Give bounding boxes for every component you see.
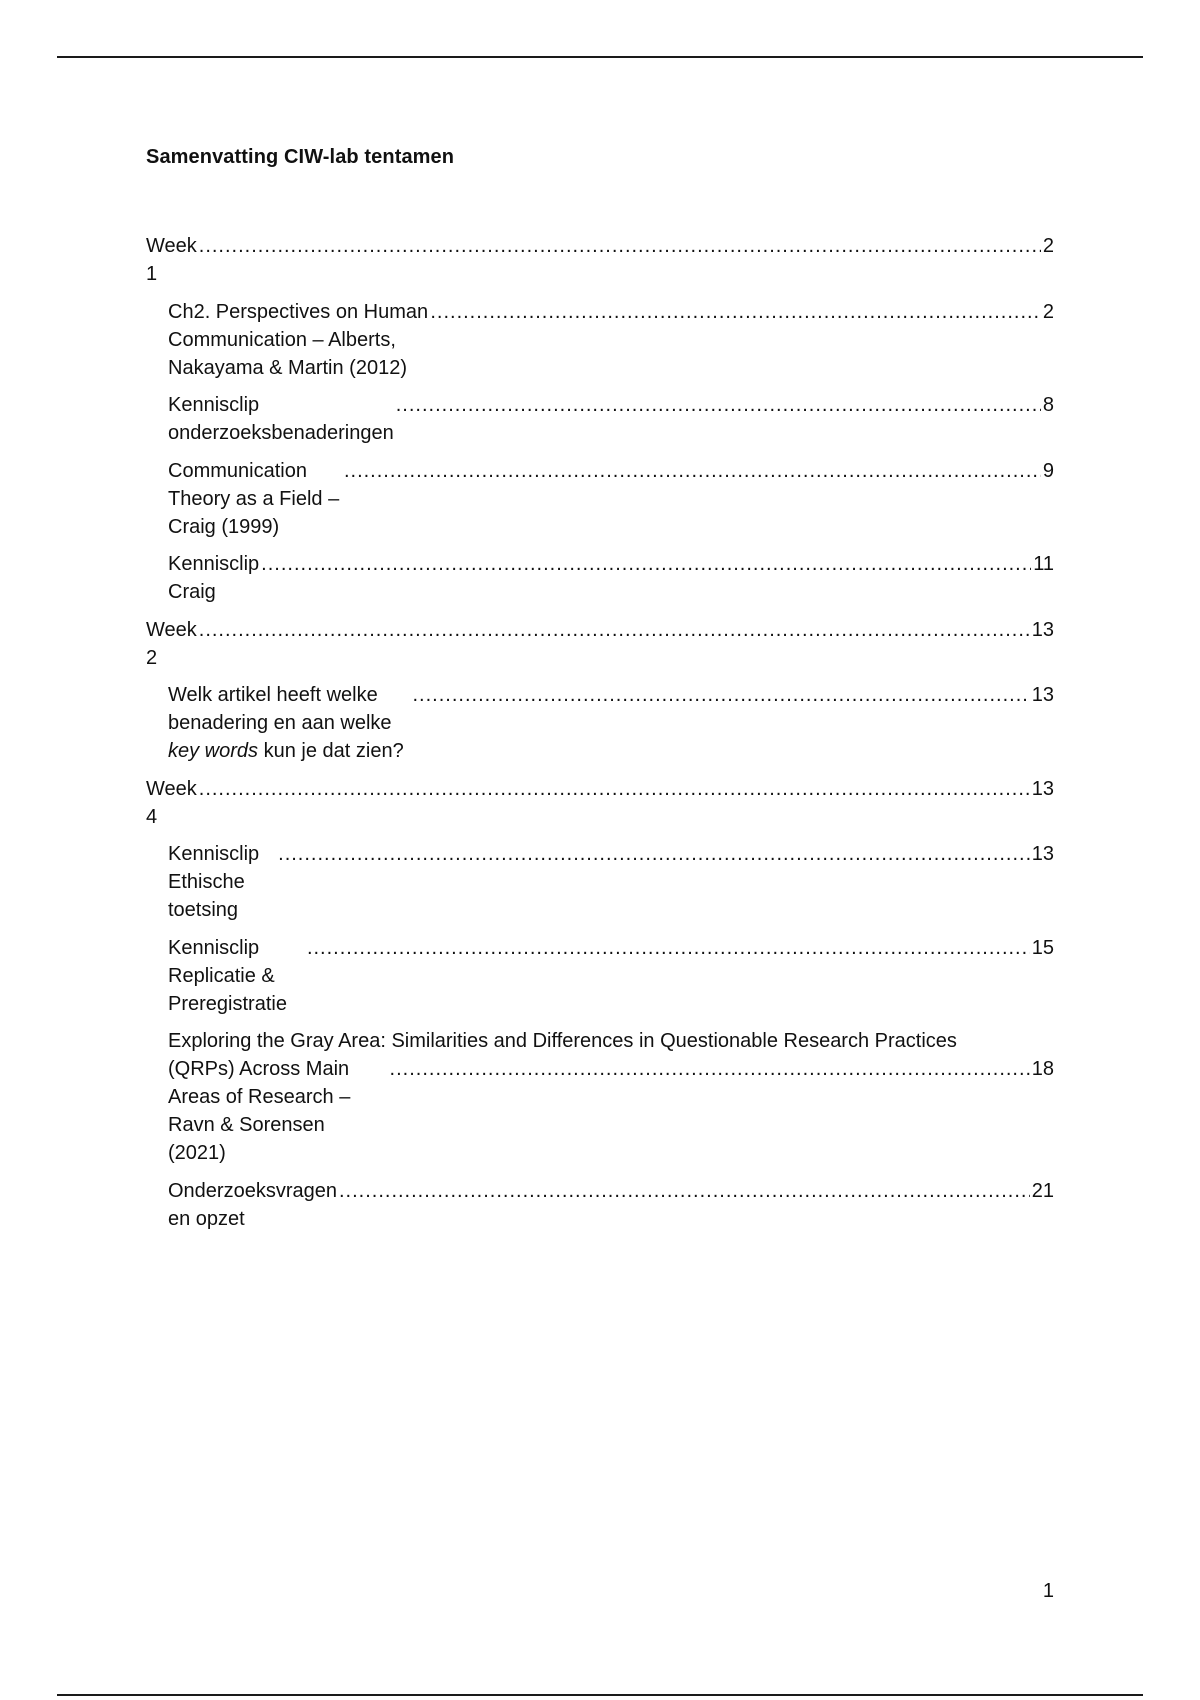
toc-leader-dots <box>307 934 1030 962</box>
toc-entry-page: 9 <box>1042 459 1054 482</box>
toc-entry-page: 13 <box>1031 843 1054 865</box>
toc-leader-dots <box>199 616 1030 644</box>
toc-entry-text-line-1: Exploring the Gray Area: Similarities and Differences in Questionable Research Practices <box>168 1030 957 1052</box>
toc-entry-text: Kennisclip onderzoeksbenaderingen <box>168 394 394 444</box>
toc-entry-week-2[interactable] <box>146 616 1054 672</box>
toc-entry-text-italic: key words <box>168 740 259 762</box>
toc-entry-alberts[interactable] <box>146 298 1054 382</box>
toc-leader-dots <box>261 550 1031 578</box>
toc-entry-text: Kennisclip Ethische toetsing <box>168 843 260 921</box>
toc-entry-kennisclip-onderzoeksbenaderingen[interactable] <box>146 391 1054 447</box>
toc-entry-text: Onderzoeksvragen en opzet <box>168 1179 337 1230</box>
toc-entry-text-line-2: (QRPs) Across Main Areas of Research – Ravn & Sorensen (2021) <box>168 1058 351 1164</box>
toc-entry-text: Communication Theory as a Field – Craig (1999) <box>168 459 340 538</box>
toc-entry-craig-1999[interactable] <box>146 457 1054 541</box>
toc-leader-dots <box>344 457 1041 485</box>
toc-entry-welk-artikel[interactable] <box>146 681 1054 765</box>
toc-entry-text: Kennisclip Replicatie & Preregistratie <box>168 936 287 1015</box>
toc-entry-text: Ch2. Perspectives on Human Communication – Alberts, Nakayama & Martin (2012) <box>168 300 429 379</box>
footer-rule <box>57 1694 1143 1696</box>
toc-entry-onderzoeksvragen[interactable] <box>146 1177 1054 1233</box>
header-rule <box>57 56 1143 58</box>
toc-entry-page: 11 <box>1033 553 1054 575</box>
toc-entry-kennisclip-craig[interactable] <box>146 550 1054 606</box>
toc-leader-dots <box>413 681 1030 709</box>
toc-leader-dots <box>199 232 1041 260</box>
toc-entry-page: 15 <box>1031 936 1054 959</box>
toc-entry-text: Week 2 <box>146 618 197 669</box>
table-of-contents <box>146 232 1054 1242</box>
toc-entry-week-4[interactable] <box>146 775 1054 831</box>
toc-leader-dots <box>390 1055 1030 1083</box>
document-title: Samenvatting CIW-lab tentamen <box>146 146 455 168</box>
toc-leader-dots <box>430 298 1041 326</box>
toc-entry-replicatie-preregistratie[interactable] <box>146 934 1054 1018</box>
toc-entry-text <box>168 681 411 765</box>
toc-entry-ethische-toetsing[interactable] <box>146 840 1054 924</box>
toc-entry-gray-area[interactable] <box>146 1027 1054 1167</box>
toc-leader-dots <box>278 840 1030 868</box>
toc-leader-dots <box>339 1177 1030 1205</box>
page-number: 1 <box>1042 1580 1054 1602</box>
toc-leader-dots <box>199 775 1030 803</box>
toc-entry-text-after: kun je dat zien? <box>258 740 404 762</box>
toc-entry-page: 8 <box>1042 394 1054 416</box>
toc-entry-text: Kennisclip Craig <box>168 553 260 603</box>
toc-entry-page: 13 <box>1031 684 1054 706</box>
toc-entry-page: 2 <box>1042 300 1054 323</box>
toc-entry-text: Week 4 <box>146 777 197 828</box>
toc-entry-week-1[interactable] <box>146 232 1054 288</box>
toc-entry-page: 21 <box>1031 1179 1054 1202</box>
toc-entry-page: 13 <box>1031 618 1054 641</box>
toc-entry-text: Week 1 <box>146 235 197 285</box>
toc-entry-page: 13 <box>1031 777 1054 800</box>
toc-entry-text-before: Welk artikel heeft welke benadering en aan welke <box>168 684 392 734</box>
toc-leader-dots <box>396 391 1041 419</box>
toc-entry-page: 2 <box>1042 235 1054 257</box>
toc-entry-page: 18 <box>1031 1058 1054 1080</box>
